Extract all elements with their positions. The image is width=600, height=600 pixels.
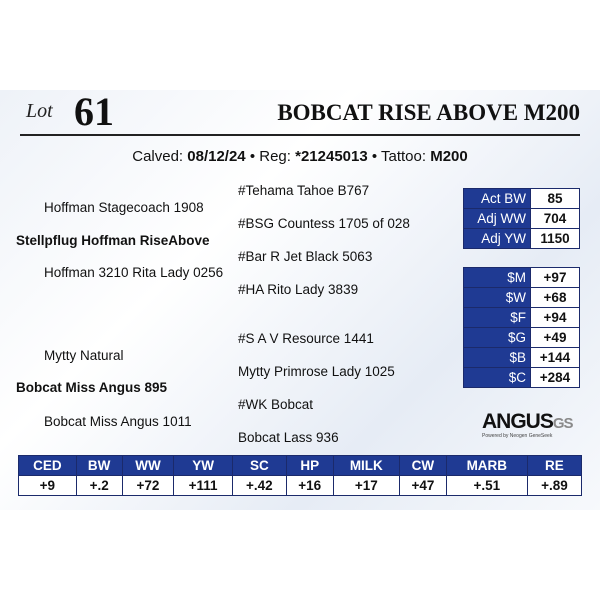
pedigree-dam-dam: Bobcat Miss Angus 1011 (44, 414, 192, 429)
index-value: +68 (531, 288, 580, 308)
epd-header: WW (122, 456, 174, 476)
index-row (464, 368, 580, 388)
index-table (463, 267, 580, 388)
epd-value: +.89 (527, 476, 581, 496)
lot-label: Lot (26, 100, 53, 122)
index-row (464, 348, 580, 368)
weight-value: 85 (531, 189, 580, 209)
index-value: +284 (531, 368, 580, 388)
weight-label: Act BW (464, 189, 531, 209)
pedigree-dds: #WK Bobcat (238, 397, 314, 412)
index-value: +97 (531, 268, 580, 288)
pedigree-sss: #Tehama Tahoe B767 (238, 183, 370, 198)
index-label: $B (464, 348, 531, 368)
epd-header: BW (76, 456, 122, 476)
epd-header: MILK (333, 456, 399, 476)
epd-value: +.42 (232, 476, 286, 496)
index-label: $G (464, 328, 531, 348)
pedigree-sds: #Bar R Jet Black 5063 (238, 249, 373, 264)
info-line (0, 148, 600, 165)
logo-sub: Powered by Neogen GeneSeek (482, 433, 553, 439)
index-row (464, 328, 580, 348)
epd-value: +.51 (446, 476, 527, 496)
weights-table (463, 188, 580, 249)
pedigree-ssd: #BSG Countess 1705 of 028 (238, 216, 410, 231)
epd-value-row (19, 476, 582, 496)
index-label: $F (464, 308, 531, 328)
index-label: $M (464, 268, 531, 288)
calved-label: Calved: (132, 148, 184, 165)
reg-value: *21245013 (295, 148, 368, 165)
epd-header: YW (174, 456, 232, 476)
epd-header: HP (286, 456, 333, 476)
weight-label: Adj YW (464, 229, 531, 249)
lot-number: 61 (74, 89, 114, 134)
epd-value: +9 (19, 476, 77, 496)
epd-value: +17 (333, 476, 399, 496)
epd-header: MARB (446, 456, 527, 476)
pedigree-sdd: #HA Rito Lady 3839 (238, 282, 359, 297)
index-label: $W (464, 288, 531, 308)
animal-name: BOBCAT RISE ABOVE M200 (277, 100, 580, 125)
pedigree-sire-sire: Hoffman Stagecoach 1908 (44, 200, 204, 215)
pedigree-dss: #S A V Resource 1441 (238, 331, 374, 346)
epd-value: +47 (400, 476, 447, 496)
epd-value: +111 (174, 476, 232, 496)
epd-header: RE (527, 456, 581, 476)
pedigree-sire-dam: Hoffman 3210 Rita Lady 0256 (44, 265, 224, 280)
weight-row (464, 209, 580, 229)
weight-value: 1150 (531, 229, 580, 249)
index-label: $C (464, 368, 531, 388)
epd-header: SC (232, 456, 286, 476)
index-row (464, 268, 580, 288)
weight-row (464, 229, 580, 249)
tattoo-value: M200 (430, 148, 468, 165)
epd-header: CED (19, 456, 77, 476)
header-rule (20, 134, 580, 136)
pedigree-sire: Stellpflug Hoffman RiseAbove (16, 233, 210, 248)
index-row (464, 308, 580, 328)
index-value: +49 (531, 328, 580, 348)
index-value: +94 (531, 308, 580, 328)
pedigree-dsd: Mytty Primrose Lady 1025 (238, 364, 395, 379)
epd-value: +16 (286, 476, 333, 496)
tattoo-label: • Tattoo: (371, 148, 427, 165)
logo-suffix: GS (552, 415, 573, 432)
reg-label: • Reg: (249, 148, 291, 165)
weight-row (464, 189, 580, 209)
pedigree-dam-sire: Mytty Natural (44, 348, 124, 363)
weight-value: 704 (531, 209, 580, 229)
epd-header: CW (400, 456, 447, 476)
index-row (464, 288, 580, 308)
lot-card (0, 90, 600, 510)
pedigree-ddd: Bobcat Lass 936 (238, 430, 339, 445)
index-value: +144 (531, 348, 580, 368)
epd-table (18, 455, 582, 496)
calved-value: 08/12/24 (187, 148, 246, 165)
epd-value: +.2 (76, 476, 122, 496)
weight-label: Adj WW (464, 209, 531, 229)
epd-value: +72 (122, 476, 174, 496)
epd-header-row (19, 456, 582, 476)
logo-main: ANGUS (482, 410, 553, 433)
pedigree-dam: Bobcat Miss Angus 895 (16, 380, 168, 395)
angus-gs-logo (482, 410, 573, 444)
